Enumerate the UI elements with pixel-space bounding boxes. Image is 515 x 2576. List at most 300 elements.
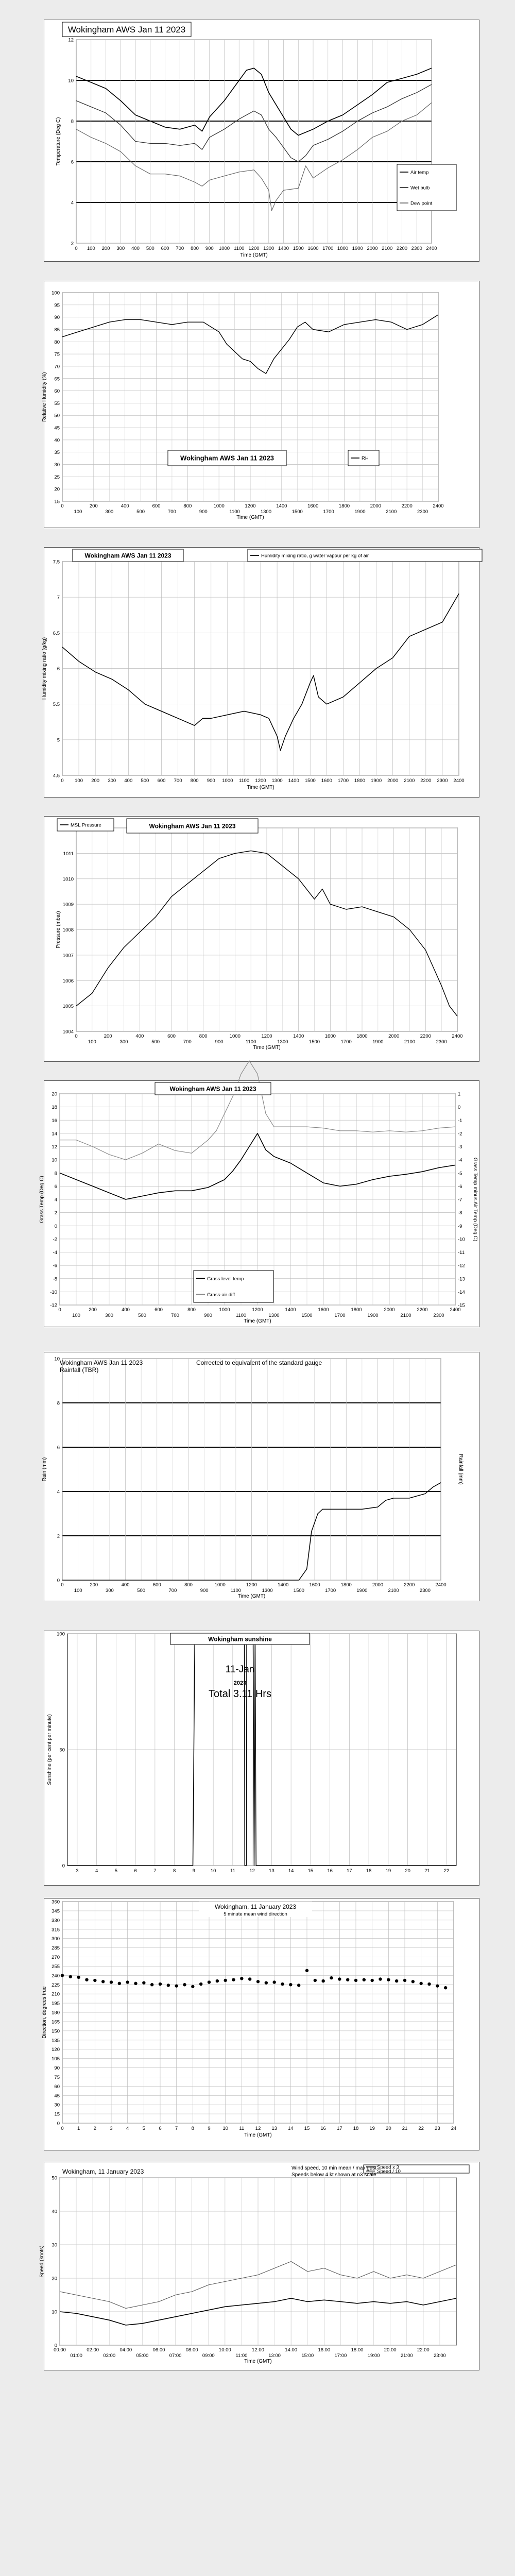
x-tick-label: 1700	[325, 1588, 336, 1594]
x-tick-label: 1300	[262, 1588, 273, 1594]
x-tick-label: 200	[89, 1307, 97, 1313]
y-tick-label: 135	[52, 2038, 60, 2044]
x-tick-label: 2400	[450, 1307, 461, 1313]
wind-direction-point	[134, 1982, 137, 1985]
wind-direction-point	[208, 1980, 211, 1984]
pressure-chart-panel	[44, 816, 479, 1062]
y2-axis-label: Rainfall (mm)	[458, 1454, 464, 1485]
y-tick-label: 20	[54, 486, 60, 493]
x-tick-label: 100	[75, 778, 83, 784]
x-tick-label: 2100	[388, 1588, 399, 1594]
chart-title: Wokingham AWS Jan 11 2023	[60, 1359, 143, 1366]
x-tick-label: 0	[61, 2126, 64, 2131]
y-tick-label: 45	[54, 2093, 60, 2099]
x-tick-label: 2300	[437, 778, 448, 784]
y-tick-label: 270	[52, 1955, 60, 1960]
x-tick-label: 1000	[218, 246, 230, 251]
y-tick-label: 40	[54, 437, 60, 444]
x-tick-label: 2300	[436, 1039, 447, 1045]
x-tick-label: 6	[134, 1868, 137, 1874]
x-tick-label: 2200	[396, 246, 408, 251]
y-tick-label: 1004	[62, 1029, 74, 1035]
sunshine-year: 2023	[233, 1680, 247, 1686]
x-tick-label: 0	[61, 1582, 64, 1588]
chart-title: Wokingham AWS Jan 11 2023	[180, 454, 274, 462]
x-tick-label: 09:00	[202, 2353, 215, 2359]
x-tick-label: 02:00	[87, 2347, 99, 2353]
x-tick-label: 7	[153, 1868, 157, 1874]
x-tick-label: 20:00	[384, 2347, 397, 2353]
sunshine-total: Total 3.11 Hrs	[209, 1688, 271, 1700]
chart-title: Wokingham, 11 January 2023	[214, 1903, 297, 1910]
wind-direction-point	[272, 1980, 276, 1984]
x-tick-label: 16	[327, 1868, 333, 1874]
x-tick-label: 2100	[386, 509, 397, 515]
y-tick-label: 4	[71, 200, 74, 206]
x-tick-label: 1800	[354, 778, 366, 784]
x-tick-label: 500	[141, 778, 149, 784]
x-tick-label: 7	[175, 2126, 178, 2131]
y-tick-label: -6	[53, 1263, 57, 1269]
legend-label: MSL Pressure	[71, 822, 101, 828]
y-tick-label: 10	[52, 2309, 57, 2315]
wind-direction-point	[395, 1979, 398, 1982]
y-tick-label: 195	[52, 2001, 60, 2007]
x-tick-label: 1300	[277, 1039, 288, 1045]
x-tick-label: 18	[353, 2126, 359, 2131]
wind-direction-point	[387, 1978, 390, 1981]
x-tick-label: 2200	[417, 1307, 428, 1313]
y-tick-label: 4	[54, 1197, 57, 1203]
y-tick-label: 210	[52, 1991, 60, 1997]
x-tick-label: 15:00	[301, 2353, 314, 2359]
y2-tick-label: -9	[458, 1223, 462, 1229]
x-tick-label: 100	[74, 509, 82, 515]
sunshine-chart-panel	[44, 1631, 479, 1886]
wind-direction-point	[110, 1980, 113, 1984]
wind-direction-point	[183, 1983, 186, 1986]
y2-tick-label: -15	[458, 1302, 465, 1309]
x-tick-label: 5	[142, 2126, 145, 2131]
x-tick-label: 0	[58, 1307, 61, 1313]
x-tick-label: 2100	[400, 1313, 411, 1318]
x-tick-label: 1500	[301, 1313, 313, 1318]
y-tick-label: 0	[57, 1578, 60, 1584]
x-tick-label: 14	[288, 2126, 294, 2131]
x-tick-label: 1000	[222, 778, 233, 784]
wind-direction-point	[379, 1977, 382, 1980]
x-tick-label: 2000	[384, 1307, 395, 1313]
x-tick-label: 3	[110, 2126, 113, 2131]
x-tick-label: 800	[183, 503, 192, 509]
x-tick-label: 16	[320, 2126, 326, 2131]
x-tick-label: 600	[161, 246, 169, 251]
x-tick-label: 1600	[318, 1307, 329, 1313]
x-tick-label: 1900	[372, 1039, 384, 1045]
x-tick-label: 2000	[388, 1033, 400, 1039]
y-tick-label: 1009	[62, 902, 74, 908]
sunshine-date: 11-Jan	[225, 1664, 255, 1675]
x-tick-label: 1800	[338, 503, 350, 509]
x-tick-label: 1400	[288, 778, 299, 784]
legend-label: Grass-air diff	[207, 1292, 235, 1298]
x-tick-label: 22	[443, 1868, 450, 1874]
x-tick-label: 0	[61, 778, 64, 784]
y-tick-label: 8	[71, 118, 74, 125]
rainfall-chart	[44, 1352, 479, 1601]
x-tick-label: 2100	[382, 246, 393, 251]
chart-subtitle: Wind speed, 10 min mean / max gust	[291, 2165, 377, 2171]
legend-label: Speed / 10	[377, 2168, 401, 2175]
chart-subtitle: Rainfall (TBR)	[60, 1366, 99, 1374]
x-tick-label: 1300	[263, 246, 274, 251]
chart-annotation: Corrected to equivalent of the standard gauge	[196, 1359, 322, 1366]
x-tick-label: 11:00	[235, 2353, 248, 2359]
wind-direction-point	[419, 1982, 422, 1985]
wind-direction-point	[159, 1982, 162, 1986]
y-tick-label: 240	[52, 1973, 60, 1979]
chart-subtitle: 5 minute mean wind direction	[224, 1911, 287, 1917]
y-tick-label: 360	[52, 1899, 60, 1905]
x-tick-label: 1700	[340, 1039, 352, 1045]
y-axis-label: Temperature (Deg C)	[56, 117, 61, 166]
x-tick-label: 10	[210, 1868, 216, 1874]
chart-title: Wokingham AWS Jan 11 2023	[67, 25, 186, 35]
x-tick-label: 2100	[404, 778, 415, 784]
wind-direction-point	[346, 1978, 349, 1981]
x-tick-label: 1500	[308, 1039, 320, 1045]
wind-direction-point	[240, 1977, 243, 1980]
x-tick-label: 1400	[285, 1307, 296, 1313]
y-tick-label: 80	[54, 339, 60, 345]
chart-title: Wokingham AWS Jan 11 2023	[169, 1085, 256, 1093]
x-tick-label: 1000	[229, 1033, 241, 1039]
x-tick-label: 1	[77, 2126, 80, 2131]
y-tick-label: -8	[53, 1276, 57, 1282]
wind-direction-point	[232, 1978, 235, 1981]
x-tick-label: 600	[167, 1033, 176, 1039]
x-tick-label: 16:00	[318, 2347, 331, 2353]
y-axis-label: Pressure (mbar)	[56, 911, 61, 948]
x-tick-label: 700	[168, 1588, 177, 1594]
y-tick-label: 60	[54, 388, 60, 395]
x-tick-label: 0	[75, 246, 78, 251]
x-tick-label: 1100	[234, 246, 245, 251]
x-tick-label: 1400	[278, 246, 289, 251]
y-axis-label: Humidity mixing ratio (g/kg)	[42, 637, 47, 700]
wind-speed-chart	[39, 2162, 479, 2370]
x-tick-label: 18	[366, 1868, 372, 1874]
y-tick-label: 18	[52, 1105, 57, 1111]
y-tick-label: 1006	[62, 978, 74, 984]
x-tick-label: 1200	[246, 1582, 258, 1588]
x-axis-label: Time (GMT)	[237, 1594, 266, 1599]
x-tick-label: 200	[91, 778, 100, 784]
x-tick-label: 3	[76, 1868, 79, 1874]
x-tick-label: 19	[369, 2126, 375, 2131]
x-tick-label: 0	[61, 503, 64, 509]
x-tick-label: 600	[152, 1582, 161, 1588]
y-tick-label: 25	[54, 474, 60, 480]
wind-direction-point	[297, 1984, 300, 1987]
y-tick-label: 75	[54, 2074, 60, 2080]
y-tick-label: 15	[54, 499, 60, 505]
x-tick-label: 1100	[235, 1313, 247, 1318]
grass-temp-chart	[39, 1081, 479, 1327]
y2-tick-label: -2	[458, 1131, 462, 1137]
wind-direction-point	[216, 1979, 219, 1982]
y-tick-label: -10	[50, 1289, 57, 1295]
x-tick-label: 13:00	[268, 2353, 281, 2359]
x-tick-label: 01:00	[70, 2353, 82, 2359]
y2-tick-label: -8	[458, 1210, 462, 1216]
wind-direction-point	[314, 1979, 317, 1982]
legend-label: Wet bulb	[410, 185, 430, 191]
x-tick-label: 1600	[307, 503, 319, 509]
rainfall-chart-panel	[44, 1352, 479, 1601]
y2-tick-label: -6	[458, 1183, 462, 1190]
x-tick-label: 1100	[230, 1588, 242, 1594]
x-tick-label: 1000	[213, 503, 225, 509]
y-tick-label: 1005	[62, 1004, 74, 1010]
y-tick-label: 8	[54, 1171, 57, 1177]
y2-axis-label: Grass Temp minus Air Temp (Deg C)	[472, 1157, 478, 1242]
x-tick-label: 1100	[229, 509, 240, 515]
x-tick-label: 900	[215, 1039, 224, 1045]
y-tick-label: 345	[52, 1908, 60, 1914]
y-tick-label: 1011	[63, 851, 74, 857]
y-axis-label: Sunshine (per cent per minute)	[47, 1714, 53, 1785]
wind-direction-point	[427, 1982, 431, 1986]
wind-direction-point	[101, 1980, 105, 1983]
x-tick-label: 1000	[219, 1307, 230, 1313]
x-tick-label: 1900	[356, 1588, 368, 1594]
y-tick-label: 65	[54, 376, 60, 382]
wind-speed-chart-panel	[39, 2162, 479, 2370]
x-tick-label: 900	[199, 509, 208, 515]
humidity-chart-panel	[44, 281, 479, 528]
wind-direction-point	[118, 1982, 121, 1985]
x-tick-label: 1000	[214, 1582, 226, 1588]
x-tick-label: 08:00	[185, 2347, 198, 2353]
x-tick-label: 1200	[248, 246, 260, 251]
x-tick-label: 1800	[340, 1582, 352, 1588]
x-tick-label: 400	[121, 503, 129, 509]
y-tick-label: 165	[52, 2019, 60, 2025]
y-tick-label: 50	[52, 2175, 57, 2181]
x-tick-label: 1900	[354, 509, 366, 515]
x-tick-label: 500	[151, 1039, 160, 1045]
y-tick-label: 14	[52, 1131, 57, 1137]
x-tick-label: 13	[269, 1868, 274, 1874]
y-tick-label: 255	[52, 1963, 60, 1970]
legend-label: Speed x 3	[377, 2164, 399, 2171]
x-tick-label: 300	[105, 1588, 114, 1594]
x-tick-label: 2300	[433, 1313, 444, 1318]
x-tick-label: 900	[204, 1313, 212, 1318]
wind-direction-point	[289, 1983, 292, 1986]
x-axis-label: Time (GMT)	[247, 785, 274, 790]
x-tick-label: 100	[72, 1313, 80, 1318]
wind-direction-point	[142, 1981, 145, 1984]
x-tick-label: 2400	[435, 1582, 447, 1588]
x-tick-label: 0	[75, 1033, 78, 1039]
y-tick-label: 20	[52, 1091, 57, 1097]
y-tick-label: 100	[57, 1631, 65, 1637]
x-tick-label: 600	[157, 778, 166, 784]
x-tick-label: 17	[347, 1868, 352, 1874]
x-tick-label: 1500	[291, 509, 303, 515]
x-tick-label: 200	[90, 1582, 98, 1588]
x-tick-label: 13	[271, 2126, 277, 2131]
chart-title: Wokingham AWS Jan 11 2023	[84, 552, 171, 560]
x-tick-label: 2100	[404, 1039, 416, 1045]
x-tick-label: 500	[138, 1313, 146, 1318]
x-tick-label: 2000	[370, 503, 381, 509]
x-tick-label: 100	[88, 1039, 96, 1045]
x-tick-label: 20	[405, 1868, 410, 1874]
x-tick-label: 2200	[404, 1582, 415, 1588]
x-tick-label: 1600	[307, 246, 319, 251]
x-tick-label: 1700	[322, 246, 334, 251]
wind-direction-point	[175, 1984, 178, 1987]
y-tick-label: 4.5	[53, 773, 60, 779]
y-tick-label: -4	[53, 1250, 57, 1256]
x-tick-label: 2200	[420, 778, 432, 784]
wind-direction-point	[338, 1977, 341, 1980]
x-tick-label: 2300	[419, 1588, 431, 1594]
wind-direction-point	[411, 1980, 415, 1983]
x-tick-label: 1600	[321, 778, 332, 784]
x-tick-label: 300	[105, 1313, 113, 1318]
x-tick-label: 8	[173, 1868, 176, 1874]
x-tick-label: 22:00	[417, 2347, 430, 2353]
x-tick-label: 12:00	[252, 2347, 264, 2353]
x-tick-label: 1700	[337, 778, 349, 784]
x-tick-label: 8	[191, 2126, 194, 2131]
x-tick-label: 17:00	[334, 2353, 347, 2359]
x-tick-label: 1300	[260, 509, 271, 515]
x-tick-label: 1300	[271, 778, 283, 784]
y-tick-label: 85	[54, 327, 60, 333]
x-tick-label: 9	[192, 1868, 196, 1874]
x-tick-label: 2400	[426, 246, 437, 251]
y-tick-label: 285	[52, 1945, 60, 1952]
x-tick-label: 100	[74, 1588, 82, 1594]
x-tick-label: 20	[386, 2126, 391, 2131]
x-tick-label: 500	[146, 246, 154, 251]
x-tick-label: 1400	[278, 1582, 289, 1588]
y-axis-label: Relative Humidity (%)	[42, 372, 47, 422]
wind-direction-chart	[44, 1899, 479, 2150]
y-tick-label: 30	[54, 2102, 60, 2108]
wind-direction-point	[126, 1980, 129, 1984]
x-tick-label: 06:00	[152, 2347, 165, 2353]
x-tick-label: 700	[183, 1039, 192, 1045]
y2-tick-label: 0	[458, 1105, 461, 1111]
temperature-chart	[44, 20, 479, 261]
y-tick-label: 6	[57, 666, 60, 672]
x-tick-label: 21	[424, 1868, 430, 1874]
y2-tick-label: -11	[458, 1250, 465, 1256]
x-tick-label: 18:00	[351, 2347, 364, 2353]
y-tick-label: 5	[57, 737, 60, 743]
x-tick-label: 400	[121, 1582, 130, 1588]
temperature-chart-panel	[44, 20, 479, 262]
y-tick-label: 12	[52, 1144, 57, 1150]
x-tick-label: 03:00	[103, 2353, 116, 2359]
y-tick-label: 150	[52, 2028, 60, 2035]
legend-label: Humidity mixing ratio, g water vapour per kg of air	[261, 553, 369, 559]
x-tick-label: 4	[95, 1868, 98, 1874]
x-tick-label: 22	[418, 2126, 424, 2131]
y2-tick-label: -1	[458, 1117, 462, 1124]
x-tick-label: 500	[137, 1588, 146, 1594]
wind-direction-point	[150, 1983, 153, 1986]
x-tick-label: 700	[176, 246, 184, 251]
x-tick-label: 700	[174, 778, 182, 784]
wind-direction-point	[85, 1978, 88, 1981]
x-tick-label: 5	[114, 1868, 118, 1874]
x-tick-label: 200	[89, 503, 98, 509]
x-tick-label: 700	[167, 509, 176, 515]
y2-tick-label: -3	[458, 1144, 462, 1150]
x-tick-label: 1600	[324, 1033, 336, 1039]
x-tick-label: 1300	[268, 1313, 280, 1318]
y-tick-label: 75	[54, 351, 60, 358]
x-tick-label: 1500	[293, 246, 304, 251]
y-tick-label: 55	[54, 400, 60, 406]
wind-direction-point	[370, 1979, 373, 1982]
x-axis-label: Time (GMT)	[240, 252, 268, 258]
x-tick-label: 1700	[334, 1313, 346, 1318]
y2-tick-label: -7	[458, 1197, 462, 1203]
x-tick-label: 800	[199, 1033, 208, 1039]
y-tick-label: 30	[52, 2242, 57, 2248]
wind-direction-point	[93, 1979, 96, 1982]
x-tick-label: 10	[222, 2126, 228, 2131]
y-axis-label: Speed (knots)	[39, 2245, 45, 2278]
wind-direction-point	[281, 1982, 284, 1986]
x-tick-label: 400	[135, 1033, 144, 1039]
x-tick-label: 05:00	[136, 2353, 149, 2359]
chart-note: Speeds below 4 kt shown at n3 scale	[291, 2172, 376, 2178]
legend-label: RH	[362, 455, 369, 462]
x-tick-label: 2200	[401, 503, 413, 509]
wind-direction-point	[265, 1981, 268, 1984]
y-tick-label: 8	[57, 1400, 60, 1406]
y-tick-label: 180	[52, 2010, 60, 2016]
humidity-chart	[44, 281, 479, 528]
y-tick-label: 7.5	[53, 559, 60, 565]
x-tick-label: 00:00	[54, 2347, 66, 2353]
pressure-chart	[44, 817, 479, 1061]
x-tick-label: 1400	[293, 1033, 304, 1039]
x-tick-label: 9	[208, 2126, 211, 2131]
x-tick-label: 1800	[356, 1033, 368, 1039]
x-tick-label: 400	[122, 1307, 130, 1313]
x-tick-label: 2300	[417, 509, 428, 515]
wind-direction-point	[69, 1975, 72, 1978]
x-tick-label: 11	[230, 1868, 235, 1874]
y-tick-label: 0	[57, 2121, 60, 2127]
x-tick-label: 300	[119, 1039, 128, 1045]
x-tick-label: 800	[187, 1307, 196, 1313]
chart-title: Wokingham, 11 January 2023	[62, 2168, 144, 2175]
y-tick-label: 7	[57, 595, 60, 601]
x-axis-label: Time (GMT)	[244, 1318, 271, 1324]
y-tick-label: 15	[54, 2111, 60, 2117]
